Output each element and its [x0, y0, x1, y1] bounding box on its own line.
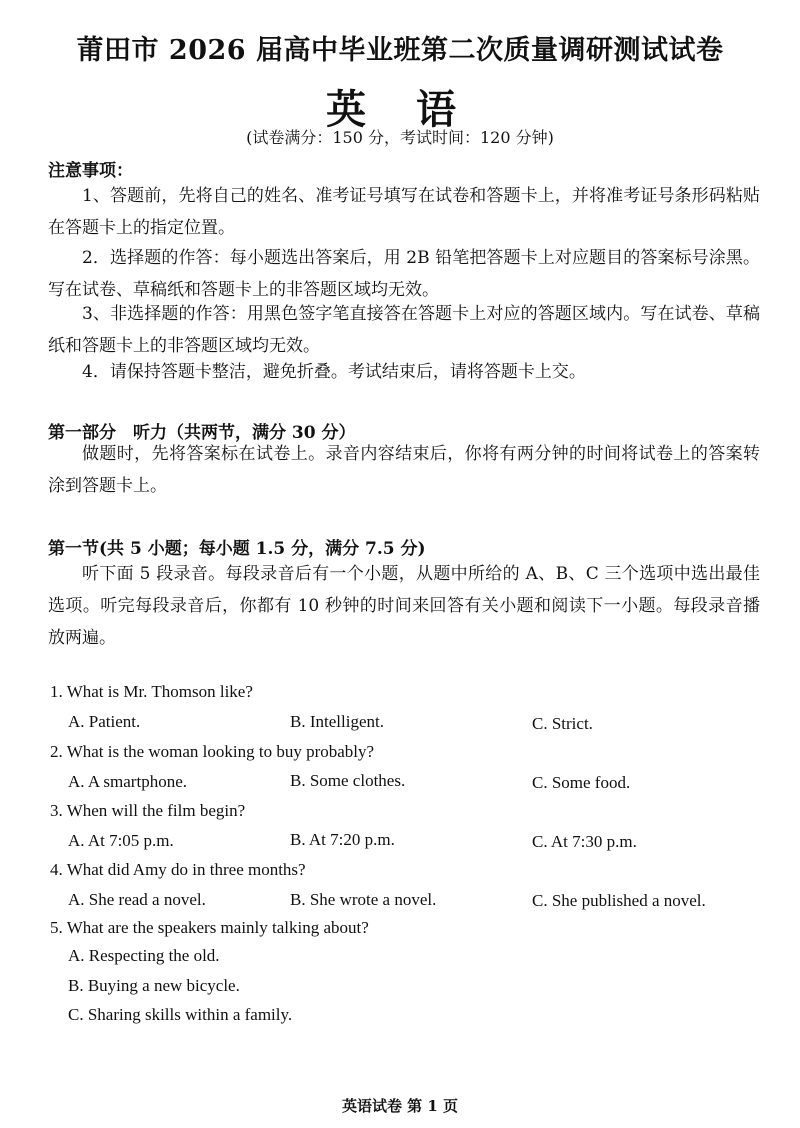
- notice-item-3: 3、非选择题的作答：用黑色签字笔直接答在答题卡上对应的答题区域内。写在试卷、草稿纸和答题卡上的非答题区域均无效。: [48, 304, 760, 356]
- subject-title: 英 语: [326, 86, 474, 133]
- question-1: 1. What is Mr. Thomson like?: [50, 682, 253, 701]
- q3-option-b: B. At 7:20 p.m.: [290, 830, 395, 849]
- section1-heading: 第一节(共 5 小题；每小题 1.5 分，满分 7.5 分): [48, 539, 426, 559]
- section1-instruction: 听下面 5 段录音。每段录音后有一个小题，从题中所给的 A、B、C 三个选项中选出最佳选项。听完每段录音后，你都有 10 秒钟的时间来回答有关小题和阅读下一小题。每段录音播放两遍。: [48, 564, 760, 648]
- q4-option-b: B. She wrote a novel.: [290, 890, 437, 909]
- notice-item-4: 4．请保持答题卡整洁，避免折叠。考试结束后，请将答题卡上交。: [82, 362, 586, 382]
- question-3: 3. When will the film begin?: [50, 801, 246, 820]
- q3-option-c: C. At 7:30 p.m.: [532, 832, 637, 851]
- question-2: 2. What is the woman looking to buy probably?: [50, 742, 375, 761]
- q5-option-a: A. Respecting the old.: [68, 946, 220, 965]
- q2-option-a: A. A smartphone.: [68, 772, 187, 791]
- q1-option-b: B. Intelligent.: [290, 712, 384, 731]
- q4-option-a: A. She read a novel.: [68, 890, 206, 909]
- q2-option-b: B. Some clothes.: [290, 771, 406, 790]
- notice-heading: 注意事项：: [48, 161, 133, 181]
- exam-meta: (试卷满分：150 分，考试时间：120 分钟): [246, 128, 554, 147]
- q1-option-a: A. Patient.: [68, 712, 141, 731]
- question-4: 4. What did Amy do in three months?: [50, 860, 306, 879]
- notice-item-2: 2．选择题的作答：每小题选出答案后，用 2B 铅笔把答题卡上对应题目的答案标号涂黑。写在试卷、草稿纸和答题卡上的非答题区域均无效。: [48, 248, 760, 300]
- q5-option-c: C. Sharing skills within a family.: [68, 1005, 293, 1024]
- question-5: 5. What are the speakers mainly talking about?: [50, 918, 369, 937]
- q2-option-c: C. Some food.: [532, 773, 631, 792]
- q3-option-a: A. At 7:05 p.m.: [68, 831, 174, 850]
- q1-option-c: C. Strict.: [532, 714, 593, 733]
- exam-title: 莆田市 2026 届高中毕业班第二次质量调研测试试卷: [76, 35, 724, 66]
- q4-option-c: C. She published a novel.: [532, 891, 706, 910]
- q5-option-b: B. Buying a new bicycle.: [68, 976, 240, 995]
- page-footer: 英语试卷 第 1 页: [341, 1097, 459, 1115]
- part1-instruction: 做题时，先将答案标在试卷上。录音内容结束后，你将有两分钟的时间将试卷上的答案转涂到答题卡上。: [48, 444, 760, 496]
- part1-heading: 第一部分 听力（共两节，满分 30 分）: [48, 423, 356, 443]
- notice-item-1: 1、答题前，先将自己的姓名、准考证号填写在试卷和答题卡上，并将准考证号条形码粘贴在答题卡上的指定位置。: [48, 186, 760, 238]
